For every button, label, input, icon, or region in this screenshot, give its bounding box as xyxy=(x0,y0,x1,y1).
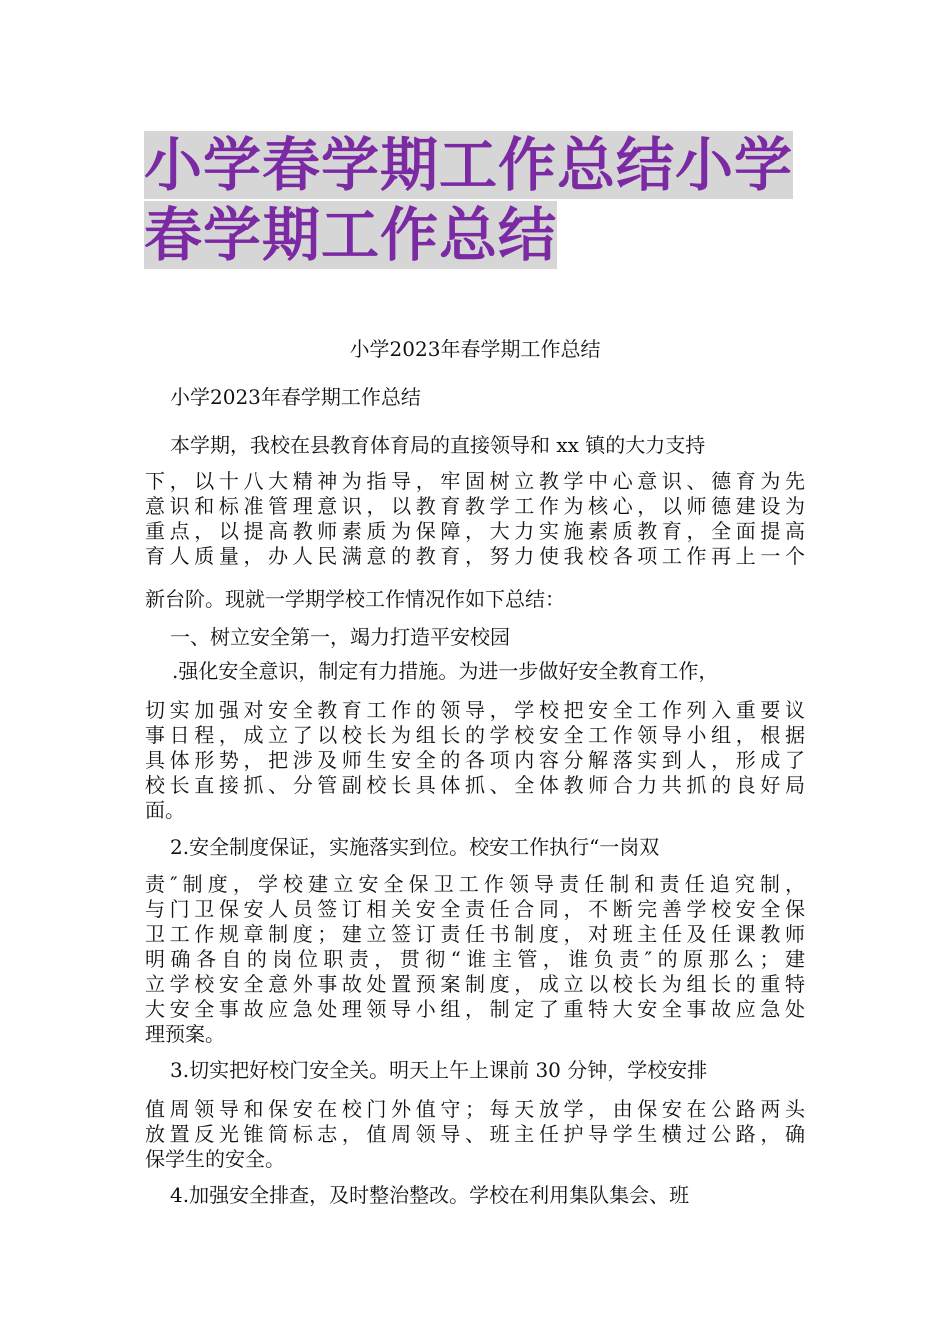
item1-line: 面。 xyxy=(145,798,185,822)
intro-line: 意识和标准管理意识，以教育教学工作为核心，以师德建设为 xyxy=(145,494,805,518)
item3-line: 保学生的安全。 xyxy=(145,1147,285,1171)
subtitle: 小学2023年春学期工作总结 xyxy=(349,337,601,361)
item3-paragraph xyxy=(145,1097,805,1172)
intro-paragraph xyxy=(145,469,805,569)
item1-first-line: .强化安全意识，制定有力措施。为进一步做好安全教育工作， xyxy=(172,659,719,683)
item1-paragraph xyxy=(145,698,805,823)
intro-line: 重点，以提高教师素质为保障，大力实施素质教育，全面提高 xyxy=(145,519,805,543)
intro-first-line: 本学期，我校在县教育体育局的直接领导和 xx 镇的大力支持 xyxy=(170,433,706,457)
item1-line: 具体形势，把涉及师生安全的各项内容分解落实到人，形成了 xyxy=(145,748,805,772)
item2-line: 责″制度，学校建立安全保卫工作领导责任制和责任追究制， xyxy=(145,872,805,896)
item3-first-line: 3.切实把好校门安全关。明天上午上课前 30 分钟，学校安排 xyxy=(170,1058,708,1082)
title-line-2: 春学期工作总结 xyxy=(144,201,558,269)
intro-last-line: 新台阶。现就一学期学校工作情况作如下总结： xyxy=(145,587,565,611)
heading-repeat: 小学2023年春学期工作总结 xyxy=(170,385,421,409)
item2-line: 立学校安全意外事故处置预案制度，成立以校长为组长的重特 xyxy=(145,972,805,996)
item3-line: 值周领导和保安在校门外值守；每天放学，由保安在公路两头 xyxy=(145,1097,805,1121)
item1-line: 切实加强对安全教育工作的领导，学校把安全工作列入重要议 xyxy=(145,698,805,722)
item2-first-line: 2.安全制度保证，实施落实到位。校安工作执行“一岗双 xyxy=(170,835,660,859)
intro-line: 育人质量，办人民满意的教育，努力使我校各项工作再上一个 xyxy=(145,544,805,568)
item3-line: 放置反光锥筒标志，值周领导、班主任护导学生横过公路，确 xyxy=(145,1122,805,1146)
item2-line: 大安全事故应急处理领导小组，制定了重特大安全事故应急处 xyxy=(145,997,805,1021)
item2-line: 卫工作规章制度；建立签订责任书制度，对班主任及任课教师 xyxy=(145,922,805,946)
item2-line: 理预案。 xyxy=(145,1022,225,1046)
item2-paragraph xyxy=(145,872,805,1047)
document-title-continued xyxy=(144,200,824,270)
item2-line: 与门卫保安人员签订相关安全责任合同，不断完善学校安全保 xyxy=(145,897,805,921)
item2-line: 明确各自的岗位职责，贯彻“谁主管，谁负责″的原那么；建 xyxy=(145,947,805,971)
section-heading: 一、树立安全第一，竭力打造平安校园 xyxy=(170,625,510,649)
item1-line: 校长直接抓、分管副校长具体抓、全体教师合力共抓的良好局 xyxy=(145,773,805,797)
document-title xyxy=(144,130,824,200)
intro-line: 下，以十八大精神为指导，牢固树立教学中心意识、德育为先 xyxy=(145,469,805,493)
item1-line: 事日程，成立了以校长为组长的学校安全工作领导小组，根据 xyxy=(145,723,805,747)
title-line-1: 小学春学期工作总结小学 xyxy=(144,131,794,199)
item4-first-line: 4.加强安全排查，及时整治整改。学校在利用集队集会、班 xyxy=(170,1183,690,1207)
